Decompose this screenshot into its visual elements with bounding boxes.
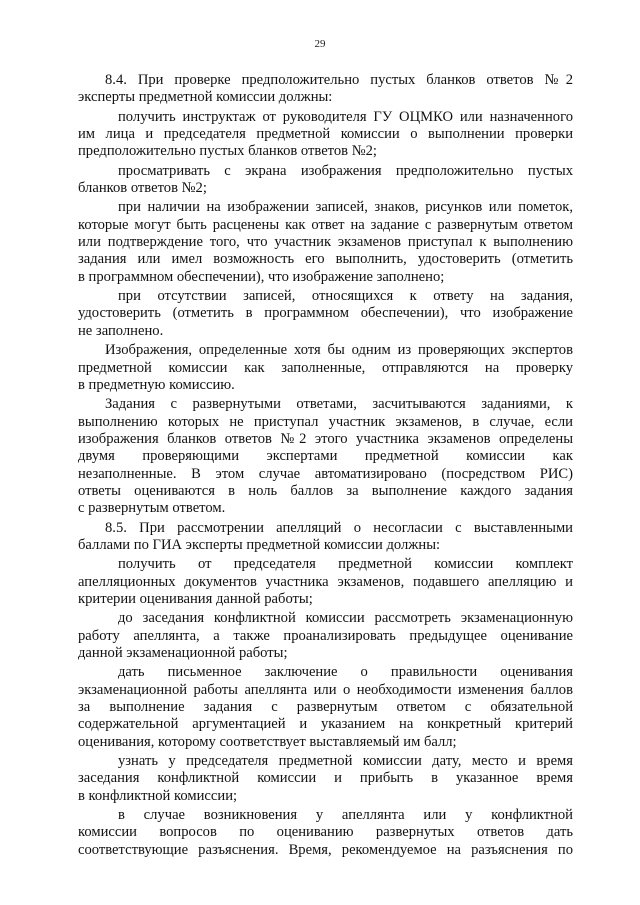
text-line: до заседания конфликтной комиссии рассмотреть экзаменационную [118, 610, 573, 627]
paragraph-8-5-intro [78, 520, 573, 555]
text-line: дать письменное заключение о правильности оценивания [118, 664, 573, 681]
text-line: в случае возникновения у апеллянта или у конфликтной [118, 807, 573, 824]
text-line: в конфликтной комиссии; [78, 787, 238, 804]
text-line: оценивания, которому соответствует выставляемый им балл; [78, 733, 457, 750]
text-line: 8.4. При проверке предположительно пустых бланков ответов №2 [105, 72, 573, 88]
text-line: ответы оцениваются в ноль баллов за выполнение каждого задания [78, 482, 573, 499]
text-line: работу апеллянта, а также проанализировать предыдущее оценивание [78, 627, 573, 644]
paragraph-filled [78, 199, 573, 286]
paragraph-instruction [78, 109, 573, 161]
text-line: в предметную комиссию. [78, 376, 235, 393]
text-line: критерии оценивания данной работы; [78, 590, 313, 607]
text-line: апелляционных документов участника экзаменов, подавшего апелляцию и [78, 573, 573, 590]
text-line: получить инструктаж от руководителя ГУ ОЦМКО или назначенного [118, 108, 573, 125]
text-line: соответствующие разъяснения. Время, рекомендуемое на разъяснения по [78, 841, 573, 858]
paragraph-8-4-intro [78, 72, 573, 107]
text-line: получить от председателя предметной комиссии комплект [118, 556, 573, 573]
text-line: просматривать с экрана изображения предположительно пустых [118, 162, 573, 179]
paragraph-meeting-time [78, 753, 573, 805]
text-line: предположительно пустых бланков ответов №2; [78, 143, 377, 160]
text-line: содержательной аргументацией и указанием на конкретный критерий [78, 716, 573, 733]
paragraph-images-sent [78, 342, 573, 394]
text-line: узнать у председателя предметной комиссии дату, место и время [118, 753, 573, 770]
text-line: им лица и председателя предметной комиссии о выполнении проверки [78, 126, 573, 143]
paragraph-explanations [78, 807, 573, 859]
paragraph-not-filled [78, 288, 573, 340]
text-line: изображения бланков ответов №2 этого участника экзаменов определены [78, 430, 573, 447]
page-number: 29 [314, 38, 326, 50]
text-line: баллами по ГИА эксперты предметной комиссии должны: [78, 536, 441, 553]
paragraph-receive-documents [78, 556, 573, 608]
text-line: эксперты предметной комиссии должны: [78, 89, 333, 106]
text-line: комиссии вопросов по оцениванию развернутых ответов дать [78, 824, 573, 841]
text-line: выполнению которых не приступал участник экзаменов, в случае, если [78, 413, 573, 430]
text-line: не заполнено. [78, 322, 164, 339]
text-line: задания или имел возможность его выполнить, удостоверить (отметить [78, 251, 573, 268]
text-line: данной экзаменационной работы; [78, 645, 288, 661]
text-line: экзаменационной работы апеллянта или о необходимости изменения баллов [78, 681, 573, 698]
text-line: при наличии на изображении записей, знаков, рисунков или пометок, [118, 199, 573, 216]
paragraph-zero-points [78, 396, 573, 517]
text-line: в программном обеспечении), что изображение заполнено; [78, 268, 445, 285]
text-line: при отсутствии записей, относящихся к ответу на задания, [118, 288, 573, 305]
text-line: 8.5. При рассмотрении апелляций о несогласии с выставленными [105, 519, 573, 536]
text-line: заседания конфликтной комиссии и прибыть в указанное время [78, 770, 573, 787]
text-line: незаполненные. В этом случае автоматизировано (посредством РИС) [78, 465, 573, 482]
text-line: удостоверить (отметить в программном обеспечении), что изображение [78, 305, 573, 322]
text-line: за выполнение задания с развернутым ответом с обязательной [78, 699, 573, 716]
paragraph-written-conclusion [78, 664, 573, 751]
paragraph-view-screen [78, 163, 573, 198]
text-line: бланков ответов №2; [78, 180, 207, 197]
text-line: Задания с развернутыми ответами, засчитываются заданиями, к [105, 396, 573, 413]
text-line: с развернутым ответом. [78, 500, 226, 517]
text-line: предметной комиссии как заполненные, отправляются на проверку [78, 359, 573, 376]
text-line: которые могут быть расценены как ответ на задание с развернутым ответом [78, 216, 573, 233]
text-line: двумя проверяющими экспертами предметной комиссии как [78, 448, 573, 465]
document-body [78, 72, 573, 861]
paragraph-review-work [78, 610, 573, 662]
text-line: Изображения, определенные хотя бы одним из проверяющих экспертов [105, 342, 573, 359]
text-line: или подтверждение того, что участник экзаменов приступал к выполнению [78, 234, 573, 251]
